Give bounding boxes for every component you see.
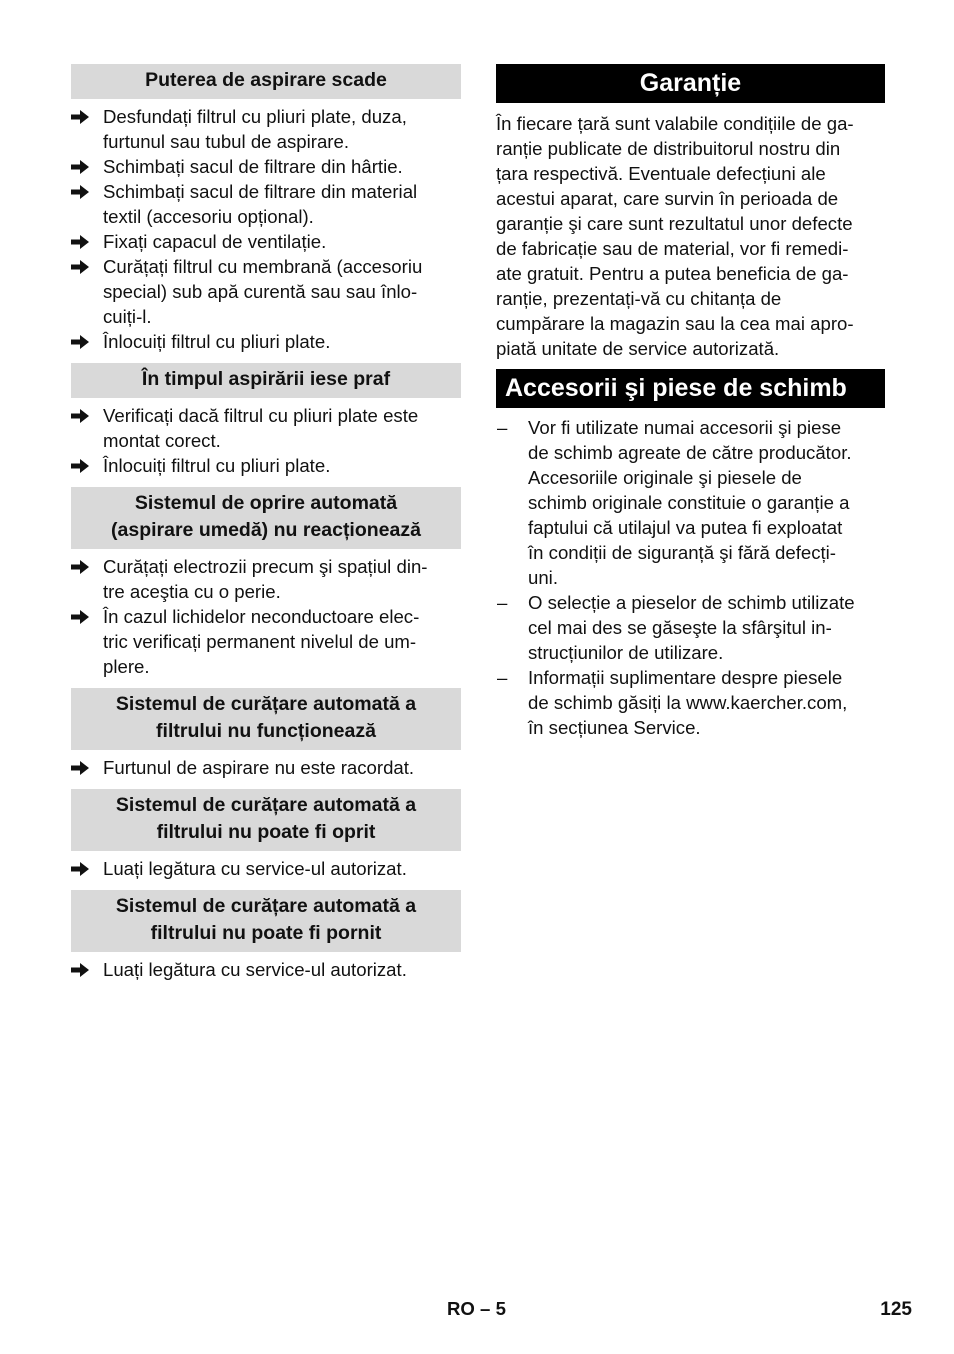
arrow-right-icon (71, 235, 89, 249)
arrow-right-icon (71, 560, 89, 574)
paragraph-line: acestui aparat, care survin în perioada de (496, 188, 839, 209)
list-item (496, 415, 885, 590)
auto-shutoff-list (71, 554, 461, 679)
dust-escapes-list (71, 403, 461, 478)
arrow-right-icon (71, 761, 89, 775)
list-item-line: strucțiunilor de utilizare. (528, 642, 724, 663)
list-item-line: tre aceştia cu o perie. (103, 581, 281, 602)
list-item-line: plere. (103, 656, 150, 677)
arrow-right-icon (71, 610, 89, 624)
list-item-line: O selecție a pieselor de schimb utilizate (528, 592, 855, 613)
accessories-list (496, 415, 885, 740)
list-item-line: Accesoriile originale şi piesele de (528, 467, 802, 488)
heading-line: filtrului nu poate fi oprit (156, 821, 376, 843)
list-item (71, 329, 461, 354)
section-heading-filter-cleaning-cannot-start (71, 890, 461, 952)
list-item-line: special) sub apă curentă sau sau înlo- (103, 281, 418, 302)
section-heading-dust-escapes: În timpul aspirării iese praf (71, 363, 461, 398)
list-item (71, 254, 461, 329)
dash-bullet: – (497, 592, 508, 613)
list-item-line: Luați legătura cu service-ul autorizat. (103, 959, 407, 980)
list-item (71, 604, 461, 679)
list-item-line: în condiții de siguranță şi fără defecți- (528, 542, 836, 563)
list-item (71, 403, 461, 453)
list-item-line: faptului că utilajul va putea fi exploatat (528, 517, 843, 538)
heading-line: Sistemul de curățare automată a (115, 693, 417, 715)
arrow-right-icon (71, 260, 89, 274)
arrow-right-icon (71, 160, 89, 174)
paragraph-line: țara respectivă. Eventuale defecțiuni ale (496, 163, 826, 184)
filter-cleaning-cannot-stop-list (71, 856, 461, 881)
arrow-right-icon (71, 110, 89, 124)
list-item-line: cel mai des se găseşte la sfârşitul in- (528, 617, 832, 638)
list-item (71, 179, 461, 229)
heading-line: filtrului nu funcționează (156, 720, 376, 742)
guarantee-heading: Garanție (496, 64, 885, 103)
list-item-line: În cazul lichidelor neconductoare elec- (103, 606, 420, 627)
heading-line: Sistemul de oprire automată (134, 492, 398, 514)
list-item-line: Verificați dacă filtrul cu pliuri plate este (103, 405, 419, 426)
list-item-line: textil (accesoriu opțional). (103, 206, 314, 227)
list-item-line: de schimb agreate de către producător. (528, 442, 852, 463)
paragraph-line: ranție, prezentați-vă cu chitanța de (496, 288, 782, 309)
list-item-line: de schimb găsiți la www.kaercher.com, (528, 692, 848, 713)
list-item-line: schimb originale constituie o garanție a (528, 492, 850, 513)
section-heading-auto-shutoff (71, 487, 461, 549)
filter-cleaning-cannot-start-list (71, 957, 461, 982)
list-item-line: Curățați filtrul cu membrană (accesoriu (103, 256, 423, 277)
list-item-line: Înlocuiți filtrul cu pliuri plate. (103, 455, 331, 476)
paragraph-line: ate gratuit. Pentru a putea beneficia de ga- (496, 263, 849, 284)
arrow-right-icon (71, 335, 89, 349)
paragraph-line: cumpărare la magazin sau la cea mai apro- (496, 313, 854, 334)
list-item-line: montat corect. (103, 430, 221, 451)
list-item (496, 665, 885, 740)
list-item (71, 554, 461, 604)
section-heading-suction-power: Puterea de aspirare scade (71, 64, 461, 99)
paragraph-line: piată unitate de service autorizată. (496, 338, 780, 359)
arrow-right-icon (71, 459, 89, 473)
list-item-line: Furtunul de aspirare nu este racordat. (103, 757, 415, 778)
list-item-line: Curățați electrozii precum şi spațiul din- (103, 556, 428, 577)
list-item-line: Fixați capacul de ventilație. (103, 231, 327, 252)
list-item (71, 154, 461, 179)
list-item (71, 755, 461, 780)
paragraph-line: ranție publicate de distribuitorul nostru din (496, 138, 841, 159)
guarantee-paragraph (496, 111, 885, 361)
heading-line: Sistemul de curățare automată a (115, 794, 417, 816)
filter-cleaning-not-working-list (71, 755, 461, 780)
dash-bullet: – (497, 667, 508, 688)
left-column (71, 64, 461, 982)
paragraph-line: În fiecare țară sunt valabile condițiile de ga- (496, 113, 854, 134)
arrow-right-icon (71, 862, 89, 876)
list-item-line: Înlocuiți filtrul cu pliuri plate. (103, 331, 331, 352)
section-heading-filter-cleaning-not-working (71, 688, 461, 750)
heading-line: Sistemul de curățare automată a (115, 895, 417, 917)
list-item-line: în secțiunea Service. (528, 717, 701, 738)
list-item-line: Schimbați sacul de filtrare din material (103, 181, 418, 202)
list-item (71, 229, 461, 254)
section-heading-filter-cleaning-cannot-stop (71, 789, 461, 851)
list-item-line: Luați legătura cu service-ul autorizat. (103, 858, 407, 879)
list-item-line: Vor fi utilizate numai accesorii şi piese (528, 417, 842, 438)
list-item-line: uni. (528, 567, 558, 588)
paragraph-line: de fabricație sau de material, vor fi remedi- (496, 238, 849, 259)
accessories-heading: Accesorii şi piese de schimb (496, 369, 885, 408)
list-item-line: Desfundați filtrul cu pliuri plate, duza, (103, 106, 407, 127)
heading-line: filtrului nu poate fi pornit (150, 922, 382, 944)
list-item (71, 453, 461, 478)
page-number: 125 (880, 1299, 912, 1320)
list-item-line: cuiți-l. (103, 306, 152, 327)
arrow-right-icon (71, 409, 89, 423)
paragraph-line: garanție şi care sunt rezultatul unor defecte (496, 213, 853, 234)
list-item (71, 104, 461, 154)
heading-line: (aspirare umedă) nu reacționează (111, 519, 421, 541)
right-column (496, 64, 885, 740)
arrow-right-icon (71, 185, 89, 199)
list-item (71, 856, 461, 881)
list-item-line: Informații suplimentare despre piesele (528, 667, 843, 688)
arrow-right-icon (71, 963, 89, 977)
list-item-line: furtunul sau tubul de aspirare. (103, 131, 350, 152)
list-item-line: tric verificați permanent nivelul de um- (103, 631, 417, 652)
list-item (71, 957, 461, 982)
footer-section-label: RO – 5 (447, 1298, 506, 1319)
dash-bullet: – (497, 417, 508, 438)
list-item-line: Schimbați sacul de filtrare din hârtie. (103, 156, 403, 177)
list-item (496, 590, 885, 665)
suction-power-list (71, 104, 461, 354)
